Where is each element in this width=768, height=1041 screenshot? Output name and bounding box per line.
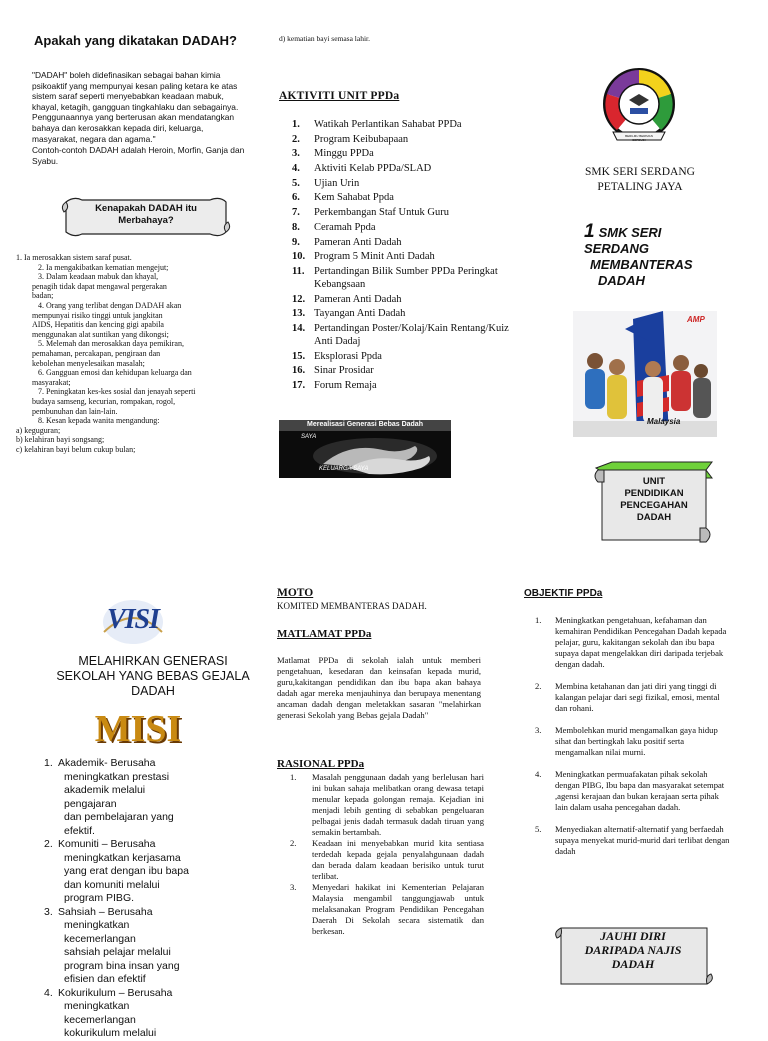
activity-number: 12. bbox=[292, 293, 306, 305]
misi-line: efektif. bbox=[64, 824, 95, 837]
objektif-number: 3. bbox=[535, 725, 542, 735]
misi-line: kokurikulum melalui bbox=[64, 1027, 157, 1039]
activity-item bbox=[292, 265, 512, 291]
activity-text: Pameran Anti Dadah bbox=[314, 293, 402, 305]
objektif-text: Meningkatkan permuafakatan pihak sekolah dengan PIBG, Ibu bapa dan masyarakat setempat ,agensi kerajaan dan bukan kerajaan serta pihak lain dalam usaha pencegahan dadah. bbox=[555, 769, 725, 812]
misi-line: efisien dan efektif bbox=[64, 973, 146, 985]
school-name-line2: PETALING JAYA bbox=[597, 181, 683, 193]
effect-line: 6. Gangguan emosi dan kehidupan keluarga dan bbox=[38, 368, 192, 378]
misi-item bbox=[44, 757, 254, 838]
misi-number: 2. bbox=[44, 838, 53, 850]
effect-line: 7. Peningkatan kes-kes sosial dan jenayah seperti bbox=[38, 387, 196, 397]
rasional-list bbox=[290, 772, 484, 937]
misi-line: program PIBG. bbox=[64, 892, 135, 904]
rasional-text: Keadaan ini menyebabkan murid kita sentiasa terdedah kepada gejala penyalahgunaan dadah dan berada dalam keadaan berisiko untuk turut terlibat. bbox=[312, 838, 484, 881]
misi-head: Komuniti – Berusaha bbox=[58, 838, 156, 850]
school-logo bbox=[599, 66, 679, 146]
activity-item bbox=[292, 177, 512, 190]
activity-text: Program Keibubapaan bbox=[314, 133, 409, 145]
activity-number: 8. bbox=[292, 221, 300, 233]
unit-name: UNIT PENDIDIKAN PENCEGAHAN DADAH bbox=[620, 476, 688, 523]
school-name-line1: SMK SERI SERDANG bbox=[585, 166, 695, 178]
misi-body bbox=[54, 757, 174, 838]
misi-head: Akademik- Berusaha bbox=[58, 757, 156, 769]
activity-text: Pertandingan Poster/Kolaj/Kain Rentang/Kuiz Anti Dadaj bbox=[314, 322, 509, 347]
activity-number: 3. bbox=[292, 148, 300, 160]
objektif-number: 5. bbox=[535, 824, 542, 834]
rasional-number: 1. bbox=[290, 772, 297, 782]
effects-list bbox=[16, 253, 248, 454]
misi-line: kecemerlangan bbox=[64, 1013, 136, 1026]
activity-number: 17. bbox=[292, 380, 306, 391]
rasional-number: 2. bbox=[290, 838, 297, 848]
effect-line: badan; bbox=[32, 291, 54, 301]
slogan-line2: SERDANG bbox=[584, 241, 650, 256]
rasional-number: 3. bbox=[290, 882, 297, 892]
activity-text: Watikah Perlantikan Sahabat PPDa bbox=[314, 119, 462, 130]
slogan-number: 1 bbox=[584, 221, 595, 242]
effect-line: masyarakat; bbox=[32, 377, 71, 387]
activity-number: 13. bbox=[292, 308, 306, 320]
activity-item bbox=[292, 350, 512, 363]
effect-line: mempunyai risiko tinggi untuk jangkitan bbox=[32, 310, 163, 320]
banner-word-keluarga: KELUARGA SAYA bbox=[319, 466, 369, 472]
effect-line: b) kelahiran bayi songsang; bbox=[16, 435, 105, 445]
school-name bbox=[580, 165, 700, 195]
misi-line: program bina insan yang bbox=[64, 959, 180, 972]
effect-line: AIDS, Hepatitis dan kencing gigi apabila bbox=[32, 320, 164, 330]
activity-item bbox=[292, 133, 512, 146]
activity-item bbox=[292, 322, 512, 348]
activity-text: Perkembangan Staf Untuk Guru bbox=[314, 207, 450, 219]
visi-statement: MELAHIRKAN GENERASI SEKOLAH YANG BEBAS GEJALA DADAH bbox=[56, 654, 250, 698]
misi-wordart bbox=[88, 706, 188, 752]
rasional-item bbox=[290, 882, 484, 937]
effect-line: 2. Ia mengakibatkan kematian mengejut; bbox=[38, 262, 169, 272]
poster-logo-text: AMP bbox=[687, 315, 705, 324]
misi-item bbox=[44, 838, 254, 906]
activity-item bbox=[292, 293, 512, 306]
activity-number: 14. bbox=[292, 322, 306, 334]
activity-item bbox=[292, 147, 512, 160]
objektif-item bbox=[535, 615, 733, 670]
activity-item bbox=[292, 236, 512, 249]
activity-number: 5. bbox=[292, 177, 300, 189]
activity-item bbox=[292, 250, 512, 263]
misi-item bbox=[44, 987, 254, 1041]
activity-text: Ujian Urin bbox=[314, 177, 360, 189]
rasional-heading: RASIONAL PPDa bbox=[277, 758, 365, 770]
activity-number: 10. bbox=[292, 251, 306, 263]
objektif-number: 2. bbox=[535, 681, 542, 691]
objektif-item bbox=[535, 725, 733, 758]
effect-line: a) keguguran; bbox=[16, 425, 61, 435]
1malaysia-poster bbox=[573, 311, 717, 437]
activity-text: Tayangan Anti Dadah bbox=[314, 308, 406, 320]
misi-line: meningkatkan prestasi bbox=[64, 770, 170, 783]
activities-list bbox=[292, 118, 512, 394]
activity-number: 16. bbox=[292, 365, 306, 377]
effect-line: kebolehan menyelesaikan masalah; bbox=[32, 358, 145, 368]
activity-text: Kem Sahabat Ppda bbox=[314, 192, 394, 204]
rasional-item bbox=[290, 772, 484, 838]
dadah-question-title: Apakah yang dikatakan DADAH? bbox=[34, 33, 237, 48]
objektif-item bbox=[535, 681, 733, 714]
jauhi-message: JAUHI DIRI DARIPADA NAJIS DADAH bbox=[584, 929, 682, 971]
activity-item bbox=[292, 364, 512, 377]
misi-body bbox=[54, 987, 172, 1041]
activity-number: 11. bbox=[292, 265, 305, 277]
1malaysia-poster-art bbox=[573, 311, 717, 437]
misi-number: 3. bbox=[44, 905, 53, 918]
activity-number: 9. bbox=[292, 236, 300, 248]
effect-line: penagih tidak dapat mengawal pergerakan bbox=[32, 281, 167, 291]
activity-number: 7. bbox=[292, 207, 300, 219]
misi-line: sahsiah pelajar melalui bbox=[64, 946, 171, 958]
misi-line: dan pembelajaran yang bbox=[64, 811, 174, 823]
activity-text: Sinar Prosidar bbox=[314, 365, 374, 377]
rasional-text: Masalah penggunaan dadah yang berlelusan hari ini bukan sahaja melibatkan orang dewasa tetapi menular kepada golongan remaja. Kejadian ini menjadi lebih genting di sebabkan pengeluaran pelbagai jenis dadah termasuk dadah tiruan yang semakin bertambah. bbox=[312, 772, 484, 837]
visi-wordart bbox=[98, 592, 168, 648]
misi-body bbox=[54, 906, 180, 987]
effect-line: pembunuhan dan lain-lain. bbox=[32, 406, 118, 416]
activity-number: 1. bbox=[292, 119, 300, 130]
misi-line: dan komuniti melalui bbox=[64, 878, 160, 891]
banner-word-saya: SAYA bbox=[301, 434, 317, 440]
effect-line: pemahaman, percakapan, pengiraan dan bbox=[32, 348, 161, 358]
activity-text: Aktiviti Kelab PPDa/SLAD bbox=[314, 163, 432, 175]
continued-note: d) kematian bayi semasa lahir. bbox=[279, 34, 371, 43]
question-text: Kenapakah DADAH itu Merbahaya? bbox=[95, 203, 197, 226]
activity-number: 2. bbox=[292, 133, 300, 145]
objektif-list bbox=[535, 615, 733, 868]
objektif-number: 1. bbox=[535, 615, 542, 625]
effect-line: budaya samseng, kecurian, rompakan, rogol, bbox=[32, 396, 176, 406]
activity-item bbox=[292, 221, 512, 234]
slogan bbox=[584, 221, 734, 289]
rasional-text: Menyedari hakikat ini Kementerian Pelajaran Malaysia mengambil tanggungjawab untuk melaksanakan Program Pendidikan Pencegahan Daerah Di Sekolah secara sistematik dan berkesan. bbox=[312, 882, 484, 936]
misi-line: meningkatkan bbox=[64, 919, 130, 931]
objektif-item bbox=[535, 824, 733, 857]
slogan-line3: MEMBANTERAS bbox=[590, 257, 693, 272]
slogan-line4: DADAH bbox=[598, 273, 645, 288]
activity-item bbox=[292, 191, 512, 204]
moto-text: KOMITED MEMBANTERAS DADAH. bbox=[277, 601, 427, 611]
misi-line: kecemerlangan bbox=[64, 932, 136, 945]
misi-line: yang erat dengan ibu bapa bbox=[64, 865, 189, 877]
objektif-text: Membina ketahanan dan jati diri yang tinggi di kalangan pelajar dari segi fizikal, emosi, mental dan rohani. bbox=[555, 681, 720, 713]
moto-heading: MOTO bbox=[277, 587, 314, 599]
effect-line: menggunakan alat suntikan yang dikongsi; bbox=[32, 329, 169, 339]
activity-text: Forum Remaja bbox=[314, 380, 377, 391]
dadah-definition bbox=[32, 70, 246, 167]
misi-line: akademik melalui bbox=[64, 784, 146, 796]
visi-label: VISI bbox=[106, 604, 160, 635]
misi-label: MISI bbox=[94, 708, 182, 750]
activity-text: Eksplorasi Ppda bbox=[314, 350, 382, 362]
poster-malaysia-text: Malaysia bbox=[647, 417, 681, 426]
activities-heading: AKTIVITI UNIT PPDa bbox=[279, 90, 400, 102]
effect-line: c) kelahiran bayi belum cukup bulan; bbox=[16, 444, 136, 454]
activity-item bbox=[292, 162, 512, 175]
effect-line: 8. Kesan kepada wanita mengandung: bbox=[38, 416, 160, 426]
effect-line: 3. Dalam keadaan mabuk dan khayal, bbox=[38, 272, 159, 282]
drug-free-banner bbox=[279, 420, 451, 478]
matlamat-heading: MATLAMAT PPDa bbox=[277, 628, 372, 640]
misi-list bbox=[44, 757, 254, 1041]
objektif-text: Meningkatkan pengetahuan, kefahaman dan kemahiran Pendidikan Pencegahan Dadah kepada pelajar, guru, kakitangan sekolah dan ibu bapa supaya dapat mengelakkan diri daripada terjebak dengan dadah. bbox=[555, 615, 727, 669]
objektif-number: 4. bbox=[535, 769, 542, 779]
slogan-line1: 1 SMK SERI bbox=[584, 221, 662, 242]
misi-number: 4. bbox=[44, 986, 53, 999]
activity-number: 4. bbox=[292, 163, 300, 175]
activity-text: Ceramah Ppda bbox=[314, 221, 376, 233]
activity-item bbox=[292, 379, 512, 392]
activity-item bbox=[292, 307, 512, 320]
effect-line: 5. Melemah dan merosakkan daya pemikiran, bbox=[38, 339, 184, 349]
misi-line: meningkatkan kerjasama bbox=[64, 851, 181, 864]
rasional-item bbox=[290, 838, 484, 882]
effect-line: 1. Ia merosakkan sistem saraf pusat. bbox=[16, 253, 132, 262]
activity-text: Program 5 Minit Anti Dadah bbox=[314, 251, 435, 263]
examples-paragraph: Contoh-contoh DADAH adalah Heroin, Morfin, Ganja dan Syabu. bbox=[32, 145, 245, 166]
misi-line: pengajaran bbox=[64, 797, 117, 810]
misi-body bbox=[54, 838, 189, 906]
misi-head: Sahsiah – Berusaha bbox=[58, 905, 153, 918]
banner-title: Merealisasi Generasi Bebas Dadah bbox=[307, 421, 423, 428]
activity-text: Pameran Anti Dadah bbox=[314, 236, 402, 248]
matlamat-text: Matlamat PPDa di sekolah ialah untuk memberi pengetahuan, kesedaran dan keinsafan kepada murid, guru,kakitangan pendidikan dan ibu bapa akan bahaya dadah agar mereka menjauhinya dan berupaya menentang ancaman dadah dengan meletakkan sasaran "melahirkan generasi Sekolah yang Bebas gejala Dadah" bbox=[277, 655, 481, 720]
objektif-item bbox=[535, 769, 733, 813]
misi-item bbox=[44, 906, 254, 987]
activity-text: Pertandingan Bilik Sumber PPDa Peringkat Kebangsaan bbox=[314, 265, 498, 290]
activity-text: Minggu PPDa bbox=[314, 148, 374, 160]
objektif-text: Membolehkan murid mengamalkan gaya hidup sihat dan bertingkah laku positif serta mengamalkan nilai murni. bbox=[555, 725, 718, 757]
logo-motto: BERILMU BERIMAN BERBUDI bbox=[625, 134, 653, 142]
objektif-heading: OBJEKTIF PPDa bbox=[524, 588, 603, 599]
misi-line: meningkatkan bbox=[64, 1000, 130, 1012]
activity-number: 6. bbox=[292, 192, 300, 204]
definition-paragraph: "DADAH" boleh didefinasikan sebagai bahan kimia psikoaktif yang mempunyai kesan paling ketara ke atas sistem saraf seperti menyebabkan keadaan mabuk, khayal, ketagih, gangguan tingkahlaku dan sebagainya. Penggunaannya yang berterusan akan mendatangkan bahaya dan kerosakkan kepada diri, keluarga, masyarakat, negara dan agama." bbox=[32, 70, 239, 144]
effect-line: 4. Orang yang terlibat dengan DADAH akan bbox=[38, 300, 182, 310]
objektif-text: Menyediakan alternatif-alternatif yang berfaedah supaya menyekat murid-murid dari terlibat dengan dadah bbox=[555, 824, 730, 856]
misi-head: Kokurikulum – Berusaha bbox=[58, 986, 173, 999]
misi-number: 1. bbox=[44, 757, 53, 769]
activity-item bbox=[292, 118, 512, 131]
activity-number: 15. bbox=[292, 350, 306, 362]
activity-item bbox=[292, 206, 512, 219]
